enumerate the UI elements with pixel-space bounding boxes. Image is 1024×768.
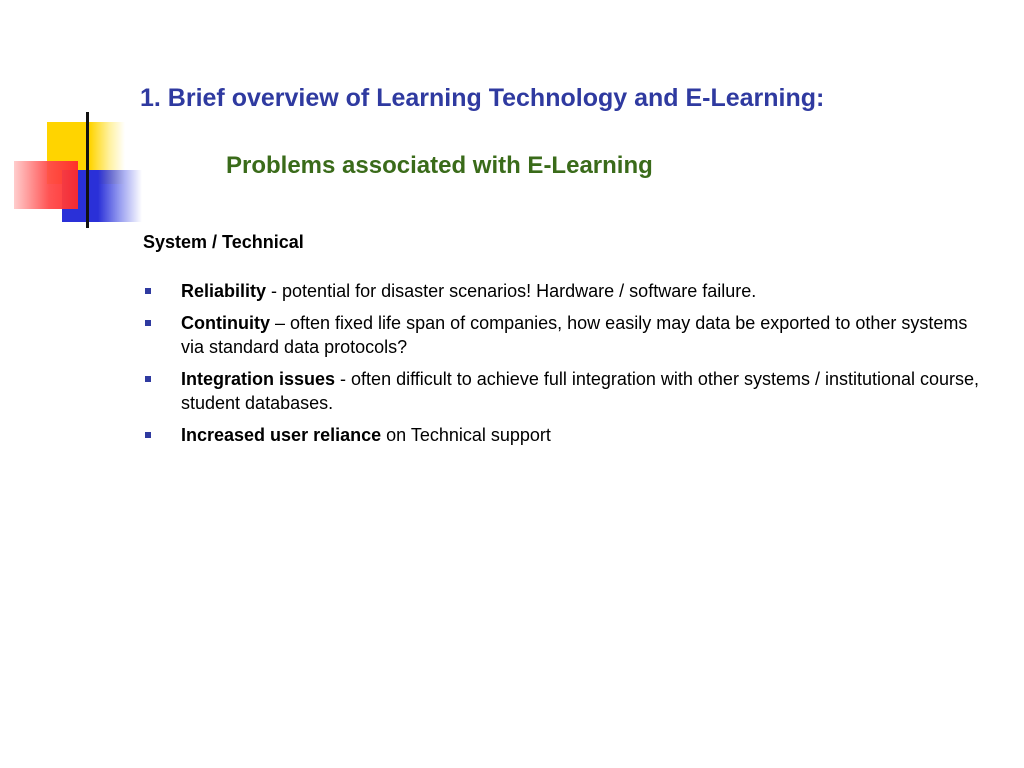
square-bullet-icon — [145, 432, 151, 438]
square-bullet-icon — [145, 288, 151, 294]
bullet-term: Continuity — [181, 313, 270, 333]
bullet-item-continuity — [143, 311, 993, 359]
slide-title: 1. Brief overview of Learning Technology and E-Learning: — [140, 84, 825, 112]
bullet-text: on Technical support — [381, 425, 551, 445]
bullet-item-increased-user-reliance — [143, 423, 993, 447]
square-bullet-icon — [145, 320, 151, 326]
bullet-term: Reliability — [181, 281, 267, 301]
bullet-text: - often difficult to achieve full integration with other systems / institutional course, student databases. — [181, 369, 980, 413]
section-heading: System / Technical — [143, 232, 304, 252]
square-bullet-icon — [145, 376, 151, 382]
bullet-item-integration-issues — [143, 367, 993, 415]
bullet-text: - potential for disaster scenarios! Hardware / software failure. — [266, 281, 757, 301]
bullet-term: Increased user reliance — [181, 425, 382, 445]
horizontal-divider-line — [0, 0, 200, 240]
bullet-list — [143, 279, 993, 447]
slide-body — [143, 232, 993, 455]
slide-subtitle: Problems associated with E-Learning — [226, 152, 653, 179]
bullet-text: – often fixed life span of companies, how easily may data be exported to other systems via standard data protocols? — [181, 313, 968, 357]
bullet-item-reliability — [143, 279, 993, 303]
bullet-term: Integration issues — [181, 369, 336, 389]
